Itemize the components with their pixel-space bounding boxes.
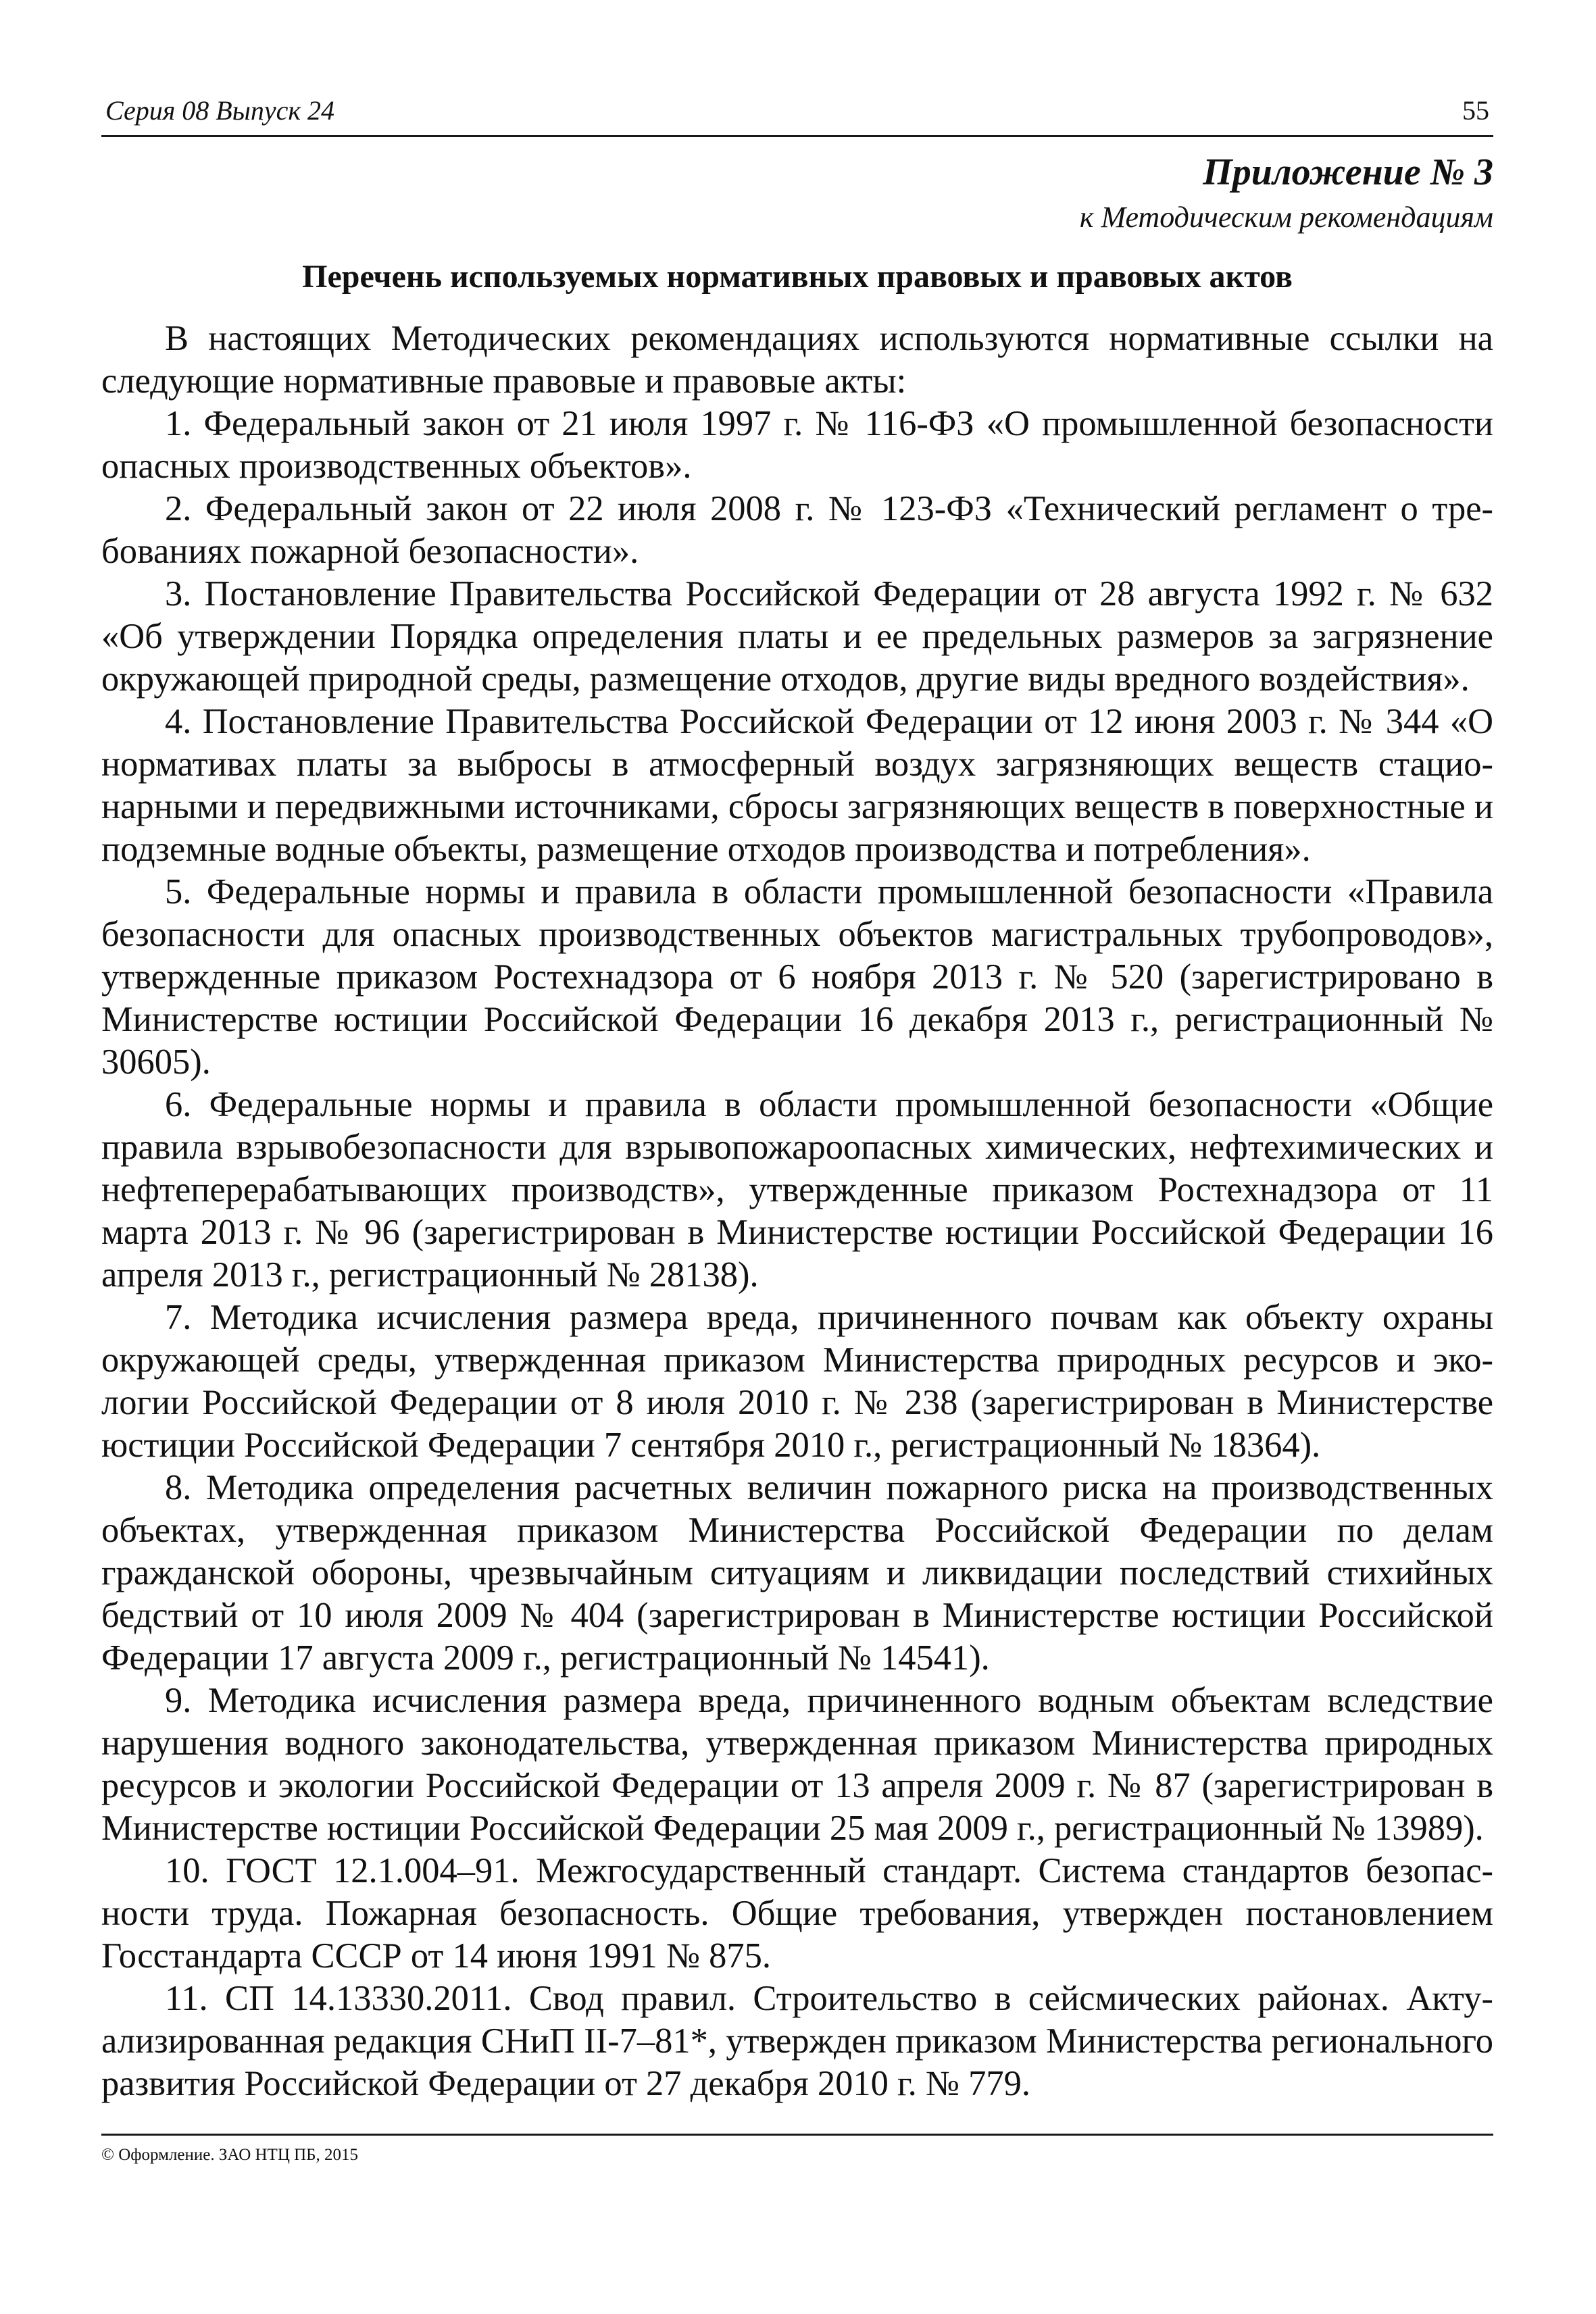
list-item-3: 3. Постановление Правительства Российской Федерации от 28 августа 1992 г. № 632 «Об утверждении Порядка определения платы и ее предельных размеров за загрязнение окружающей природной среды, размещение отходов, другие виды вредного воздействия». [101, 574, 1493, 699]
page-number: 55 [1462, 95, 1489, 126]
document-body [101, 318, 1493, 2105]
list-item-8: 8. Методика определения расчетных величин пожарного риска на производственных объектах, утвержденная приказом Министерства Российской Федерации по делам гражданской обороны, чрезвычайным ситуациям и ликвидации последствий стихийных бедствий от 10 июля 2009 № 404 (зарегистрирован в Министерстве юстиции Российской Федерации 17 августа 2009 г., регистрационный № 14541). [101, 1468, 1493, 1678]
intro-paragraph: В настоящих Методических рекомендациях используются нормативные ссылки на следующие нормативные правовые и правовые акты: [101, 319, 1493, 401]
list-item-5: 5. Федеральные нормы и правила в области промышленной безопасности «Правила безопасности для опасных производственных объектов магистральных трубопроводов», утвержденные приказом Ростехнадзора от 6 ноября 2013 г. № 520 (зарегистрировано в Министерстве юстиции Российской Федерации 16 декабря 2013 г., регистрационный № 30605). [101, 872, 1493, 1082]
list-item-1: 1. Федеральный закон от 21 июля 1997 г. № 116-ФЗ «О промышленной безопасности опасных производственных объектов». [101, 404, 1493, 486]
appendix-title: Приложение № 3 [1203, 151, 1493, 193]
list-item-11: 11. СП 14.13330.2011. Свод правил. Строительство в сейсмических районах. Актуализированная редакция СНиП II-7–81*, утвержден приказом Министерства регионального развития Российской Федерации от 27 декабря 2010 г. № 779. [101, 1979, 1493, 2103]
list-item-10: 10. ГОСТ 12.1.004–91. Межгосударственный стандарт. Система стандартов безопасности труда. Пожарная безопасность. Общие требования, утвержден постановлением Госстандарта СССР от 14 июня 1991 № 875. [101, 1851, 1493, 1976]
list-item-4: 4. Постановление Правительства Российской Федерации от 12 июня 2003 г. № 344 «О нормативах платы за выбросы в атмосферный воздух загрязняющих веществ стационарными и передвижными источниками, сбросы загрязняющих веществ в поверхностные и подземные водные объекты, размещение отходов производства и потребления». [101, 702, 1493, 869]
document-title: Перечень используемых нормативных правовых и правовых актов [302, 259, 1293, 295]
series-label: Серия 08 Выпуск 24 [105, 95, 335, 126]
appendix-subtitle: к Методическим рекомендациям [1079, 201, 1493, 234]
list-item-6: 6. Федеральные нормы и правила в области промышленной безопасности «Общие правила взрывобезопасности для взрывопожароопасных химических, нефтехимических и нефтеперерабатывающих производств», утвержденные приказом Ростехнадзора от 11 марта 2013 г. № 96 (зарегистрирован в Министерстве юстиции Российской Федерации 16 апреля 2013 г., регистрационный № 28138). [101, 1085, 1493, 1294]
list-item-9: 9. Методика исчисления размера вреда, причиненного водным объектам вследствие нарушения водного законодательства, утвержденная приказом Министерства природных ресурсов и экологии Российской Федерации от 13 апреля 2009 г. № 87 (зарегистрирован в Министерстве юстиции Российской Федерации 25 мая 2009 г., регистрационный № 13989). [101, 1681, 1493, 1848]
appendix-heading [1080, 147, 1493, 238]
page-header [101, 93, 1493, 137]
footer-divider [101, 2134, 1493, 2136]
list-item-7: 7. Методика исчисления размера вреда, причиненного почвам как объекту охраны окружающей среды, утвержденная приказом Министерства природных ресурсов и экологии Российской Федерации от 8 июля 2010 г. № 238 (зарегистрирован в Министерстве юстиции Российской Федерации 7 сентября 2010 г., регистрационный № 18364). [101, 1298, 1493, 1465]
footer-copyright: © Оформление. ЗАО НТЦ ПБ, 2015 [101, 2146, 359, 2164]
list-item-2: 2. Федеральный закон от 22 июля 2008 г. № 123-ФЗ «Технический регламент о требованиях пожарной безопасности». [101, 489, 1493, 571]
